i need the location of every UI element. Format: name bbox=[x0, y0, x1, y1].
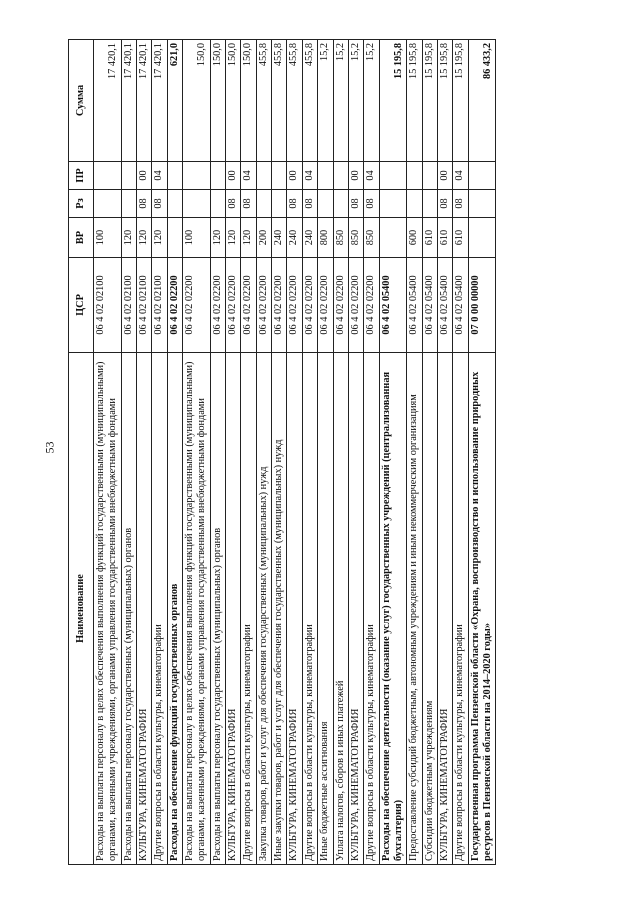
row-csr: 06 4 02 02200 bbox=[348, 258, 363, 353]
row-vr bbox=[379, 218, 407, 258]
row-csr: 06 4 02 02100 bbox=[152, 258, 167, 353]
row-name: Другие вопросы в области культуры, кинематографии bbox=[152, 353, 167, 865]
header-rz: Рз bbox=[69, 190, 94, 218]
row-vr: 100 bbox=[94, 218, 122, 258]
row-vr: 240 bbox=[287, 218, 302, 258]
row-pr: 00 bbox=[137, 162, 152, 190]
row-pr bbox=[121, 162, 136, 190]
header-name: Наименование bbox=[69, 353, 94, 865]
budget-table-page bbox=[68, 40, 640, 865]
row-pr bbox=[422, 162, 437, 190]
row-rz: 08 bbox=[152, 190, 167, 218]
row-rz: 08 bbox=[287, 190, 302, 218]
row-name: Другие вопросы в области культуры, кинематографии bbox=[302, 353, 317, 865]
row-csr: 06 4 02 02200 bbox=[226, 258, 241, 353]
table-row bbox=[287, 40, 302, 865]
row-vr: 600 bbox=[407, 218, 422, 258]
row-pr: 00 bbox=[437, 162, 452, 190]
row-rz bbox=[167, 190, 182, 218]
row-rz: 08 bbox=[226, 190, 241, 218]
row-pr bbox=[318, 162, 333, 190]
table-row bbox=[348, 40, 363, 865]
table-row bbox=[256, 40, 271, 865]
row-csr: 06 4 02 02200 bbox=[287, 258, 302, 353]
table-row bbox=[152, 40, 167, 865]
row-sum: 150,0 bbox=[210, 40, 225, 162]
header-sum: Сумма bbox=[69, 40, 94, 162]
row-name: Субсидии бюджетным учреждениям bbox=[422, 353, 437, 865]
page-number: 53 bbox=[42, 441, 57, 454]
table-row bbox=[167, 40, 182, 865]
row-csr: 06 4 02 02200 bbox=[364, 258, 379, 353]
row-csr: 06 4 02 02200 bbox=[167, 258, 182, 353]
row-sum: 86 433,2 bbox=[468, 40, 496, 162]
table-row bbox=[94, 40, 122, 865]
row-pr: 00 bbox=[226, 162, 241, 190]
row-vr: 850 bbox=[348, 218, 363, 258]
row-sum: 150,0 bbox=[183, 40, 211, 162]
row-csr: 06 4 02 02200 bbox=[272, 258, 287, 353]
row-csr: 06 4 02 02200 bbox=[183, 258, 211, 353]
row-rz bbox=[379, 190, 407, 218]
row-rz bbox=[210, 190, 225, 218]
row-csr: 06 4 02 02200 bbox=[241, 258, 256, 353]
row-rz bbox=[256, 190, 271, 218]
row-pr: 00 bbox=[287, 162, 302, 190]
budget-table bbox=[68, 39, 496, 865]
row-sum: 455,8 bbox=[287, 40, 302, 162]
row-pr bbox=[94, 162, 122, 190]
table-row bbox=[437, 40, 452, 865]
row-vr: 120 bbox=[152, 218, 167, 258]
row-name: КУЛЬТУРА, КИНЕМАТОГРАФИЯ bbox=[226, 353, 241, 865]
row-vr: 240 bbox=[272, 218, 287, 258]
table-row bbox=[333, 40, 348, 865]
row-name: Предоставление субсидий бюджетным, автономным учреждениям и иным некоммерческим организациям bbox=[407, 353, 422, 865]
table-row bbox=[272, 40, 287, 865]
row-name: Расходы на обеспечение деятельности (оказание услуг) государственных учреждений (централизованная бухгалтерия) bbox=[379, 353, 407, 865]
row-csr: 06 4 02 05400 bbox=[379, 258, 407, 353]
row-rz: 08 bbox=[241, 190, 256, 218]
row-vr: 610 bbox=[422, 218, 437, 258]
row-pr bbox=[407, 162, 422, 190]
row-vr: 120 bbox=[137, 218, 152, 258]
row-vr bbox=[468, 218, 496, 258]
row-name: Расходы на выплаты персоналу в целях обеспечения выполнения функций государственными (муниципальными) органами, казенными учреждениями, органами управления государственными внебюджетными фондами bbox=[94, 353, 122, 865]
row-rz: 08 bbox=[453, 190, 468, 218]
row-csr: 06 4 02 02100 bbox=[121, 258, 136, 353]
table-row bbox=[302, 40, 317, 865]
row-rz bbox=[272, 190, 287, 218]
row-sum: 15 195,8 bbox=[453, 40, 468, 162]
row-csr: 06 4 02 05400 bbox=[407, 258, 422, 353]
table-row bbox=[407, 40, 422, 865]
row-sum: 15 195,8 bbox=[422, 40, 437, 162]
row-pr bbox=[379, 162, 407, 190]
row-csr: 06 4 02 02200 bbox=[302, 258, 317, 353]
row-name: Расходы на выплаты персоналу в целях обеспечения выполнения функций государственными (муниципальными) органами, казенными учреждениями, органами управления государственными внебюджетными фондами bbox=[183, 353, 211, 865]
row-rz bbox=[407, 190, 422, 218]
row-vr: 200 bbox=[256, 218, 271, 258]
row-pr bbox=[256, 162, 271, 190]
row-sum: 17 420,1 bbox=[121, 40, 136, 162]
table-row bbox=[137, 40, 152, 865]
table-header-row bbox=[69, 40, 94, 865]
row-name: КУЛЬТУРА, КИНЕМАТОГРАФИЯ bbox=[348, 353, 363, 865]
row-name: Расходы на обеспечение функций государственных органов bbox=[167, 353, 182, 865]
row-name: Другие вопросы в области культуры, кинематографии bbox=[453, 353, 468, 865]
row-vr: 120 bbox=[241, 218, 256, 258]
row-rz: 08 bbox=[348, 190, 363, 218]
row-vr: 120 bbox=[226, 218, 241, 258]
row-rz bbox=[422, 190, 437, 218]
row-csr: 06 4 02 02200 bbox=[256, 258, 271, 353]
row-pr: 00 bbox=[348, 162, 363, 190]
row-csr: 06 4 02 05400 bbox=[437, 258, 452, 353]
table-row bbox=[422, 40, 437, 865]
row-rz bbox=[333, 190, 348, 218]
row-vr: 610 bbox=[453, 218, 468, 258]
row-sum: 15,2 bbox=[333, 40, 348, 162]
table-row bbox=[241, 40, 256, 865]
header-pr: ПР bbox=[69, 162, 94, 190]
header-vr: ВР bbox=[69, 218, 94, 258]
row-pr bbox=[333, 162, 348, 190]
table-row bbox=[379, 40, 407, 865]
row-pr bbox=[468, 162, 496, 190]
row-name: КУЛЬТУРА, КИНЕМАТОГРАФИЯ bbox=[137, 353, 152, 865]
row-vr: 610 bbox=[437, 218, 452, 258]
row-vr: 800 bbox=[318, 218, 333, 258]
row-vr bbox=[167, 218, 182, 258]
table-row bbox=[210, 40, 225, 865]
row-rz: 08 bbox=[302, 190, 317, 218]
row-pr bbox=[183, 162, 211, 190]
row-rz bbox=[183, 190, 211, 218]
row-rz: 08 bbox=[437, 190, 452, 218]
row-sum: 621,0 bbox=[167, 40, 182, 162]
row-vr: 120 bbox=[210, 218, 225, 258]
row-name: Уплата налогов, сборов и иных платежей bbox=[333, 353, 348, 865]
table-row bbox=[226, 40, 241, 865]
header-csr: ЦСР bbox=[69, 258, 94, 353]
row-sum: 17 420,1 bbox=[94, 40, 122, 162]
row-vr: 850 bbox=[364, 218, 379, 258]
row-rz bbox=[121, 190, 136, 218]
row-vr: 100 bbox=[183, 218, 211, 258]
row-sum: 15,2 bbox=[348, 40, 363, 162]
row-sum: 17 420,1 bbox=[137, 40, 152, 162]
row-csr: 06 4 02 02200 bbox=[333, 258, 348, 353]
row-csr: 06 4 02 02100 bbox=[137, 258, 152, 353]
row-name: Государственная программа Пензенской области «Охрана, воспроизводство и использование природных ресурсов в Пензенской области на 2014–2020 годы» bbox=[468, 353, 496, 865]
row-csr: 06 4 02 05400 bbox=[422, 258, 437, 353]
row-name: Закупка товаров, работ и услуг для обеспечения государственных (муниципальных) нужд bbox=[256, 353, 271, 865]
row-csr: 06 4 02 02200 bbox=[210, 258, 225, 353]
table-row bbox=[364, 40, 379, 865]
row-sum: 455,8 bbox=[302, 40, 317, 162]
row-vr: 850 bbox=[333, 218, 348, 258]
row-sum: 455,8 bbox=[272, 40, 287, 162]
row-csr: 07 0 00 00000 bbox=[468, 258, 496, 353]
row-pr bbox=[272, 162, 287, 190]
table-row bbox=[318, 40, 333, 865]
table-row bbox=[453, 40, 468, 865]
row-sum: 455,8 bbox=[256, 40, 271, 162]
row-pr: 04 bbox=[152, 162, 167, 190]
row-csr: 06 4 02 05400 bbox=[453, 258, 468, 353]
row-pr: 04 bbox=[241, 162, 256, 190]
row-pr: 04 bbox=[364, 162, 379, 190]
row-name: Иные бюджетные ассигнования bbox=[318, 353, 333, 865]
row-rz: 08 bbox=[364, 190, 379, 218]
row-name: Другие вопросы в области культуры, кинематографии bbox=[364, 353, 379, 865]
row-name: Другие вопросы в области культуры, кинематографии bbox=[241, 353, 256, 865]
row-vr: 240 bbox=[302, 218, 317, 258]
row-sum: 17 420,1 bbox=[152, 40, 167, 162]
row-sum: 15,2 bbox=[318, 40, 333, 162]
row-sum: 15 195,8 bbox=[379, 40, 407, 162]
row-name: Расходы на выплаты персоналу государственных (муниципальных) органов bbox=[210, 353, 225, 865]
row-sum: 150,0 bbox=[241, 40, 256, 162]
table-body bbox=[94, 40, 496, 865]
row-pr: 04 bbox=[302, 162, 317, 190]
table-row bbox=[121, 40, 136, 865]
row-name: Расходы на выплаты персоналу государственных (муниципальных) органов bbox=[121, 353, 136, 865]
table-row bbox=[183, 40, 211, 865]
row-name: КУЛЬТУРА, КИНЕМАТОГРАФИЯ bbox=[437, 353, 452, 865]
row-name: Иные закупки товаров, работ и услуг для обеспечения государственных (муниципальных) нужд bbox=[272, 353, 287, 865]
row-vr: 120 bbox=[121, 218, 136, 258]
row-sum: 15 195,8 bbox=[407, 40, 422, 162]
row-rz bbox=[468, 190, 496, 218]
row-csr: 06 4 02 02100 bbox=[94, 258, 122, 353]
row-sum: 15 195,8 bbox=[437, 40, 452, 162]
table-row bbox=[468, 40, 496, 865]
row-rz: 08 bbox=[137, 190, 152, 218]
row-pr bbox=[167, 162, 182, 190]
row-rz bbox=[318, 190, 333, 218]
row-pr: 04 bbox=[453, 162, 468, 190]
row-name: КУЛЬТУРА, КИНЕМАТОГРАФИЯ bbox=[287, 353, 302, 865]
row-sum: 15,2 bbox=[364, 40, 379, 162]
row-rz bbox=[94, 190, 122, 218]
row-csr: 06 4 02 02200 bbox=[318, 258, 333, 353]
row-pr bbox=[210, 162, 225, 190]
row-sum: 150,0 bbox=[226, 40, 241, 162]
